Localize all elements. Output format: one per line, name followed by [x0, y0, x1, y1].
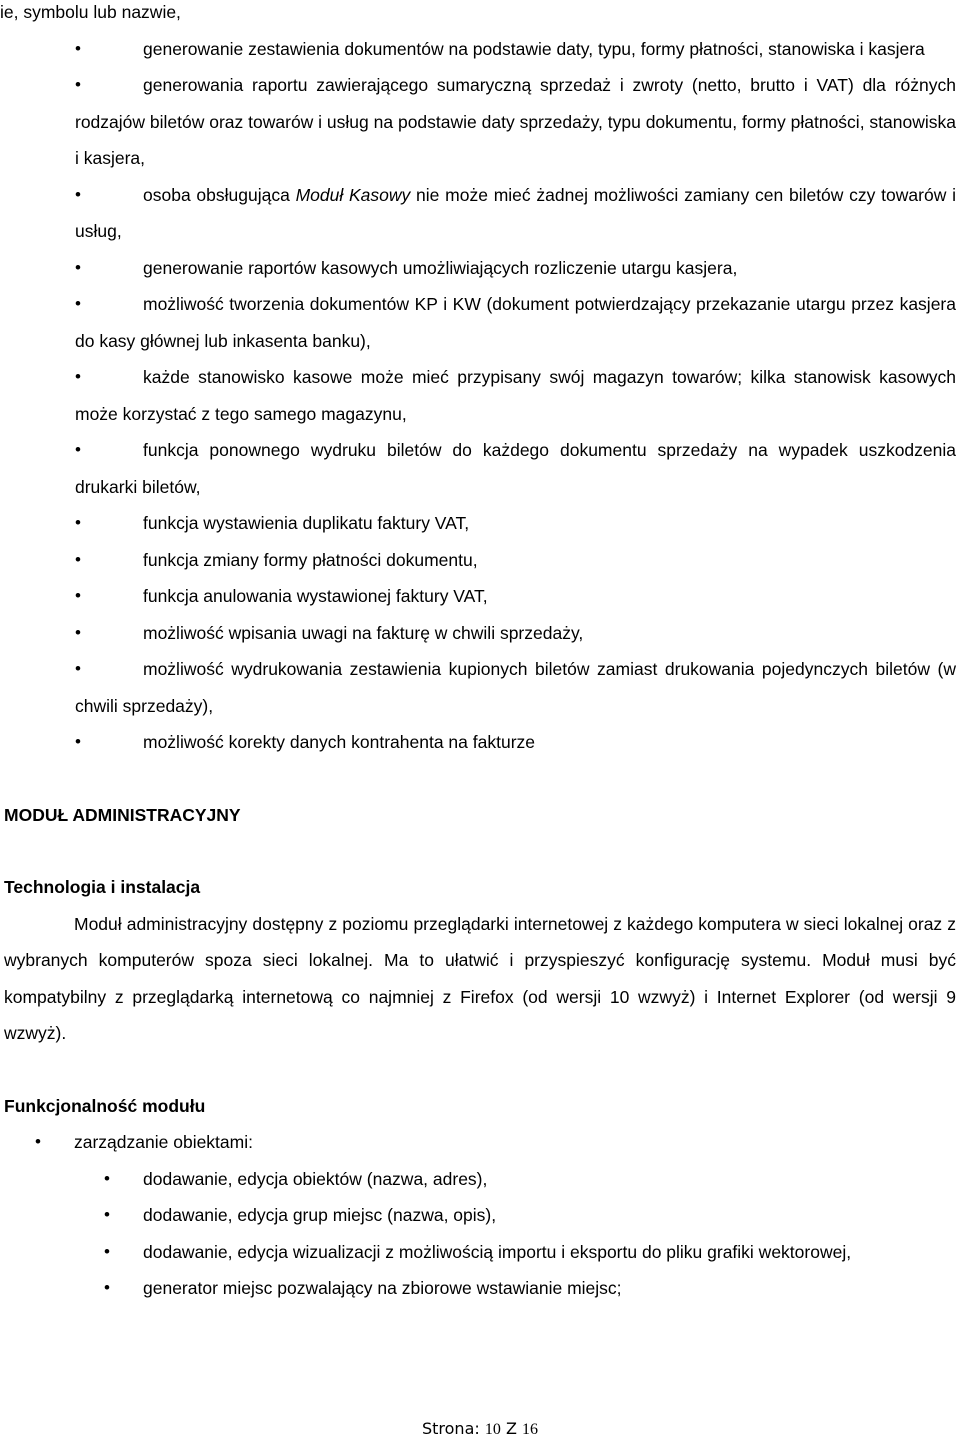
list-item-text: generowanie raportów kasowych umożliwiających rozliczenie utargu kasjera,	[143, 257, 738, 278]
footer-label: Strona:	[421, 1419, 480, 1438]
bullet-icon: •	[35, 1132, 41, 1151]
technology-paragraph: Moduł administracyjny dostępny z poziomu przeglądarki internetowej z każdego komputera w sieci lokalnej oraz z wybranych komputerów spoza sieci lokalnej. Ma to ułatwić i przyspieszyć konfigurację systemu. Moduł musi być kompatybilny z przeglądarką internetową co najmniej z Firefox (od wersji 10 wzwyż) i Internet Explorer (od wersji 9 wzwyż).	[4, 913, 956, 1043]
bullet-icon: •	[75, 38, 81, 58]
list-item	[75, 505, 956, 542]
bullet-icon: •	[75, 367, 81, 386]
list-item	[75, 286, 956, 359]
list-item-text: generowanie zestawienia dokumentów na podstawie daty, typu, formy płatności, stanowiska i kasjera	[143, 38, 925, 59]
admin-feature-list	[0, 1124, 960, 1307]
sub-list-item	[104, 1161, 956, 1198]
bullet-icon: •	[104, 1168, 110, 1188]
list-item-text: generator miejsc pozwalający na zbiorowe wstawianie miejsc;	[143, 1278, 622, 1298]
sub-list-item	[104, 1234, 956, 1271]
list-item	[75, 177, 956, 250]
intro-fragment: ie, symbolu lub nazwie,	[0, 2, 181, 22]
list-item	[75, 432, 956, 505]
list-item-text: funkcja wystawienia duplikatu faktury VAT,	[143, 513, 470, 533]
list-item	[75, 31, 956, 68]
list-item-text: funkcja anulowania wystawionej faktury VAT,	[143, 586, 488, 606]
bullet-icon: •	[104, 1205, 110, 1224]
list-item	[75, 67, 956, 177]
list-item-text: możliwość wpisania uwagi na fakturę w chwili sprzedaży,	[143, 622, 584, 643]
subsection-title-functionality: Funkcjonalność modułu	[4, 1095, 206, 1116]
bullet-icon: •	[75, 257, 81, 277]
bullet-icon: •	[75, 549, 81, 569]
list-item-text: osoba obsługująca	[143, 184, 296, 205]
list-item-text: funkcja ponownego wydruku biletów do każdego dokumentu sprzedaży na wypadek uszkodzenia drukarki biletów,	[75, 440, 956, 497]
sub-list-item	[104, 1197, 956, 1234]
footer-current-page: 10	[484, 1421, 501, 1438]
bullet-icon: •	[75, 622, 81, 642]
list-item	[75, 542, 956, 579]
bullet-icon: •	[104, 1278, 110, 1297]
bullet-icon: •	[75, 184, 81, 204]
list-item-text: możliwość tworzenia dokumentów KP i KW (dokument potwierdzający przekazanie utargu przez kasjera do kasy głównej lub inkasenta banku),	[75, 294, 956, 351]
list-item	[75, 359, 956, 432]
list-item-text: generowania raportu zawierającego sumaryczną sprzedaż i zwroty (netto, brutto i VAT) dla różnych rodzajów biletów oraz towarów i usług na podstawie daty sprzedaży, typu dokumentu, formy płatności, stanowiska i kasjera,	[75, 75, 956, 168]
list-item	[75, 651, 956, 724]
list-item-text: dodawanie, edycja wizualizacji z możliwością importu i eksportu do pliku grafiki wektorowej,	[143, 1241, 852, 1262]
list-item-text: możliwość wydrukowania zestawienia kupionych biletów zamiast drukowania pojedynczych biletów (w chwili sprzedaży),	[75, 659, 956, 716]
module-name-italic: Moduł Kasowy	[295, 184, 411, 205]
bullet-icon: •	[75, 294, 81, 313]
list-item	[75, 578, 956, 615]
list-item	[75, 250, 956, 287]
list-item-text: dodawanie, edycja grup miejsc (nazwa, opis),	[143, 1205, 497, 1225]
list-item-text: każde stanowisko kasowe może mieć przypisany swój magazyn towarów; kilka stanowisk kasowych może korzystać z tego samego magazynu,	[75, 367, 956, 424]
bullet-icon: •	[75, 75, 81, 94]
list-item-text: możliwość korekty danych kontrahenta na fakturze	[143, 732, 535, 752]
bullet-icon: •	[104, 1241, 110, 1261]
list-item-text: funkcja zmiany formy płatności dokumentu,	[143, 549, 478, 570]
list-item-text: dodawanie, edycja obiektów (nazwa, adres),	[143, 1168, 488, 1189]
page-footer	[0, 1418, 960, 1441]
footer-total-pages: 16	[522, 1421, 539, 1438]
bullet-icon: •	[75, 440, 81, 459]
bullet-icon: •	[75, 586, 81, 605]
list-item-text: zarządzanie obiektami:	[74, 1132, 253, 1152]
footer-separator: Z	[505, 1419, 517, 1438]
list-item	[35, 1124, 956, 1161]
section-title: MODUŁ ADMINISTRACYJNY	[4, 804, 241, 825]
bullet-icon: •	[75, 732, 81, 751]
bullet-icon: •	[75, 659, 81, 678]
subsection-title-technology: Technologia i instalacja	[4, 877, 201, 897]
list-item-text: nie może mieć żadnej możliwości zamiany cen biletów czy towarów i usług,	[75, 184, 956, 241]
list-item	[75, 724, 956, 761]
list-item	[75, 615, 956, 652]
kasowy-feature-list	[0, 31, 960, 761]
sub-list-item	[104, 1270, 956, 1307]
bullet-icon: •	[75, 513, 81, 532]
